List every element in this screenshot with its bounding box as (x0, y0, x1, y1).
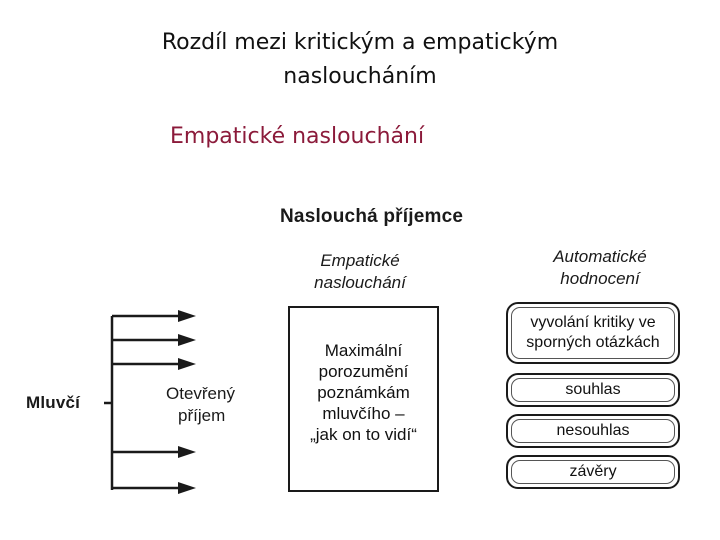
arrowhead-1 (178, 310, 196, 322)
center-box-line-3: poznámkám (317, 383, 410, 402)
center-box-line-2: porozumění (318, 362, 409, 381)
arrowhead-4 (178, 446, 196, 458)
center-box-line-4: mluvčího – (322, 404, 405, 423)
pill-conclusions (506, 455, 680, 489)
empathic-heading-line2: naslouchání (314, 273, 406, 292)
pill-criticism-text (526, 313, 659, 353)
open-reception-line1: Otevřený (166, 384, 235, 403)
slide-subtitle: Empatické naslouchání (170, 124, 425, 149)
speaker-label: Mluvčí (26, 393, 81, 412)
slide-title-line2: nasloucháním (283, 64, 437, 89)
automatic-heading (520, 246, 680, 290)
center-box (288, 306, 439, 492)
pill-criticism-line1: vyvolání kritiky ve (530, 314, 656, 331)
pill-agreement (506, 373, 680, 407)
empathic-heading (292, 250, 428, 294)
open-reception-label (166, 383, 235, 427)
pill-criticism-line2: sporných otázkách (526, 334, 660, 351)
pill-agreement-text: souhlas (565, 381, 621, 398)
slide-title-line1: Rozdíl mezi kritickým a empatickým (161, 30, 559, 55)
center-box-line-1: Maximální (324, 341, 403, 360)
pill-disagreement-text: nesouhlas (556, 422, 630, 439)
open-reception-line2: příjem (178, 406, 226, 425)
pill-conclusions-text: závěry (569, 463, 617, 480)
arrowhead-2 (178, 334, 196, 346)
arrowhead-5 (178, 482, 196, 494)
empathic-heading-line1: Empatické (320, 251, 400, 270)
pill-disagreement (506, 414, 680, 448)
automatic-heading-line1: Automatické (553, 247, 647, 266)
arrowhead-3 (178, 358, 196, 370)
automatic-heading-line2: hodnocení (560, 269, 640, 288)
center-box-line-5: „jak on to vidí“ (310, 425, 417, 444)
center-box-text (290, 340, 437, 445)
diagram-header: Naslouchá příjemce (280, 206, 464, 227)
pill-criticism (506, 302, 680, 364)
